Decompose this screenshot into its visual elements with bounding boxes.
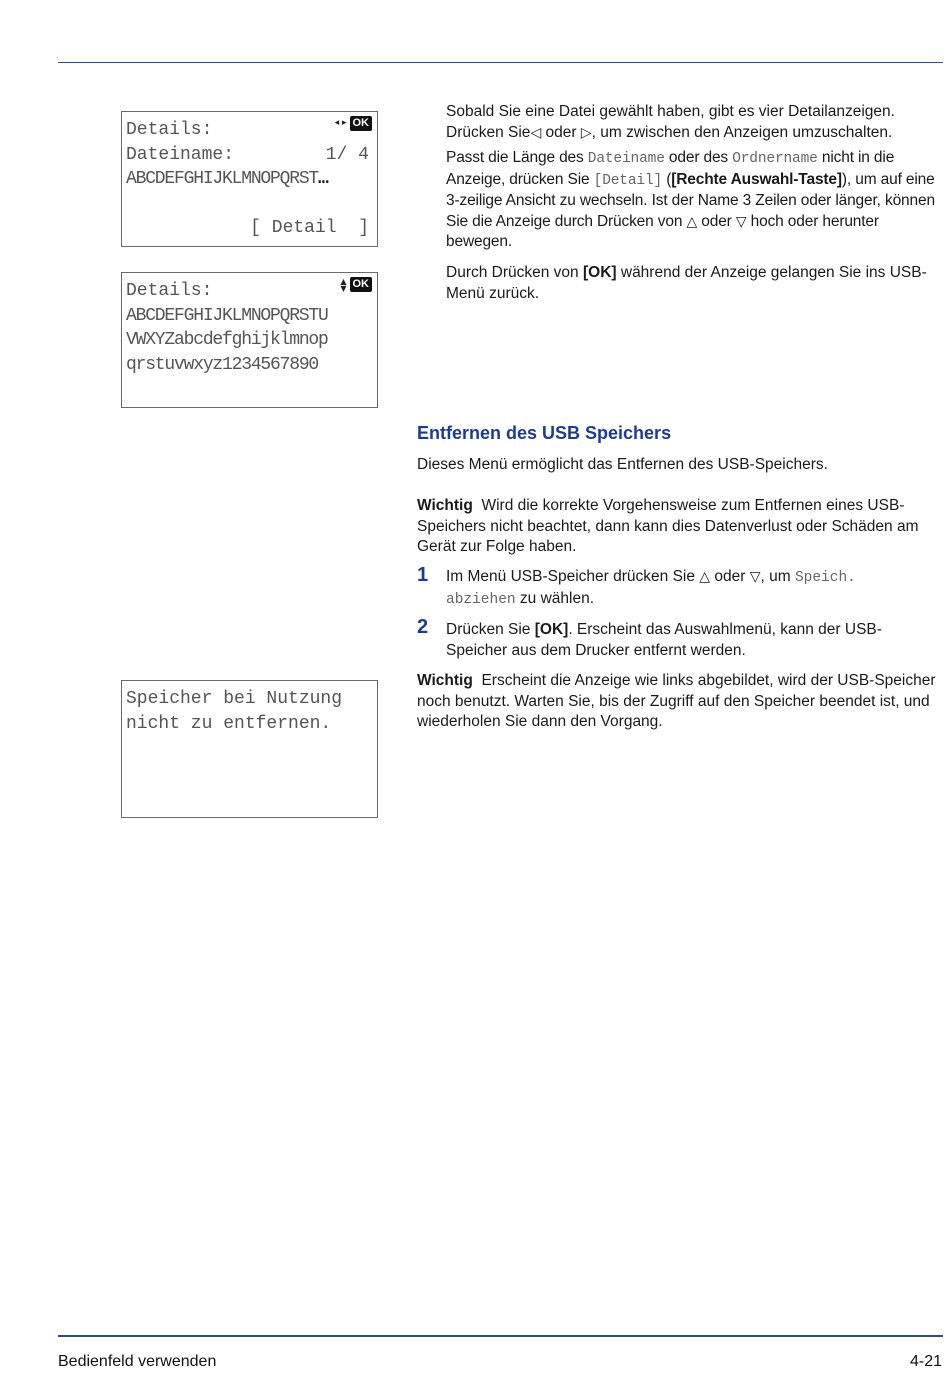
mono-text: abziehen [446, 591, 516, 608]
lcd-nav-icons [335, 116, 372, 131]
key-label: [OK] [582, 264, 617, 281]
lcd-text: VWXYZabcdefghijklmnop [126, 330, 328, 350]
step-number: 1 [417, 564, 429, 586]
important-label: Wichtig [417, 497, 473, 514]
up-arrow-icon: ▲ [340, 276, 347, 286]
text: oder des [664, 149, 733, 166]
lcd-line [126, 304, 377, 329]
text: . Erscheint das Auswahlmenü, kann der USB-Speicher aus dem Drucker entfernt werden. [446, 621, 882, 659]
lcd-line [126, 143, 377, 168]
important-label: Wichtig [417, 672, 473, 689]
text: oder [697, 212, 736, 230]
key-label: [Rechte Auswahl-Taste] [671, 170, 842, 188]
page-number: 4-21 [909, 1353, 942, 1370]
mono-text: Ordnername [732, 151, 818, 167]
lcd-details-expanded-screen [121, 272, 378, 408]
lcd-line [126, 276, 377, 304]
footer-chapter-title: Bedienfeld verwenden [58, 1353, 217, 1370]
lcd-counter: 1/ 4 [325, 144, 369, 165]
text: Erscheint die Anzeige wie links abgebildet, wird der USB-Speicher noch benutzt. Warten Sie, bis der Zugriff auf den Speicher beendet ist, und wiederholen Sie dann den Vorgang. [417, 672, 936, 730]
down-key-icon: ▽ [735, 213, 747, 230]
left-right-arrows-icon: ◂ ▸ [334, 118, 347, 128]
lcd-text: ABCDEFGHIJKLMNOPQRST [126, 169, 319, 189]
lcd-text: Details: [126, 281, 213, 301]
text: ), um auf eine 3-zeilige Ansicht zu wechseln. Ist der Name 3 Zeilen oder länger, können Sie die Anzeige durch Drücken von [446, 170, 935, 230]
important-note-2 [417, 671, 942, 733]
lcd-line [126, 712, 377, 737]
down-key-icon: ▽ [749, 569, 761, 585]
text: nicht in die Anzeige, drücken Sie [446, 149, 895, 188]
key-label: [OK] [534, 621, 569, 638]
up-key-icon: △ [686, 213, 698, 230]
mono-text: Speich. [794, 570, 856, 586]
lcd-text: Speicher bei Nutzung [126, 689, 343, 709]
text: oder [541, 123, 581, 141]
text: , um [760, 568, 795, 585]
down-arrow-icon: ▼ [340, 283, 347, 293]
mono-text: [Detail] [593, 172, 663, 189]
footer-rule [58, 1335, 943, 1337]
lcd-nav-icons [340, 277, 372, 292]
lcd-text: qrstuvwxyz1234567890 [126, 354, 319, 375]
text: Passt die Länge des [446, 149, 588, 166]
text: Durch Drücken von [446, 264, 583, 281]
text: Wird die korrekte Vorgehensweise zum Entfernen eines USB-Speichers nicht beachtet, dann kann dies Datenverlust oder Schäden am Gerät zur Folge haben. [417, 497, 919, 555]
step-1-text [446, 567, 942, 610]
left-key-icon: ◁ [530, 124, 542, 141]
ok-icon: OK [350, 116, 373, 131]
paragraph-detail-screens [446, 102, 942, 143]
text: oder [710, 568, 750, 585]
text: , um zwischen den Anzeigen umzuschalten. [591, 123, 893, 141]
ok-icon: OK [350, 277, 373, 292]
paragraph-ok-return [446, 263, 942, 304]
text: Drücken Sie [446, 621, 535, 638]
important-note-1 [417, 496, 942, 558]
up-key-icon: △ [699, 569, 711, 585]
text: Sobald Sie eine Datei gewählt haben, gibt es vier Detailanzeigen. Drücken Sie [446, 103, 895, 141]
lcd-text: ABCDEFGHIJKLMNOPQRSTU [126, 305, 328, 326]
lcd-memory-in-use-screen [121, 680, 378, 818]
text: hoch oder herunter bewegen. [446, 212, 879, 250]
lcd-details-screen [121, 111, 378, 247]
paragraph-long-names [446, 148, 942, 253]
text: zu wählen. [515, 589, 595, 607]
lcd-line [126, 167, 377, 192]
lcd-softkey-label: [ Detail ] [250, 218, 369, 238]
step-number: 2 [417, 616, 429, 638]
lcd-text: Details: [126, 120, 213, 140]
lcd-line [126, 192, 377, 217]
right-key-icon: ▷ [580, 124, 592, 141]
header-rule [58, 62, 943, 63]
text: während der Anzeige gelangen Sie ins USB-Menü zurück. [446, 264, 927, 302]
text: ( [662, 170, 672, 188]
lcd-line [126, 216, 377, 241]
lcd-text: nicht zu entfernen. [126, 713, 332, 734]
text: Im Menü USB-Speicher drücken Sie [446, 568, 700, 585]
lcd-line [126, 687, 377, 712]
up-down-arrows-icon [340, 278, 346, 292]
lcd-text: Dateiname: [126, 144, 235, 165]
mono-text: Dateiname [587, 151, 665, 167]
ellipsis-icon: … [318, 169, 328, 189]
section-intro: Dieses Menü ermöglicht das Entfernen des USB-Speichers. [417, 456, 828, 473]
lcd-line [126, 353, 377, 378]
lcd-line [126, 328, 377, 353]
section-heading: Entfernen des USB Speichers [417, 423, 672, 443]
step-2-text [446, 620, 926, 661]
